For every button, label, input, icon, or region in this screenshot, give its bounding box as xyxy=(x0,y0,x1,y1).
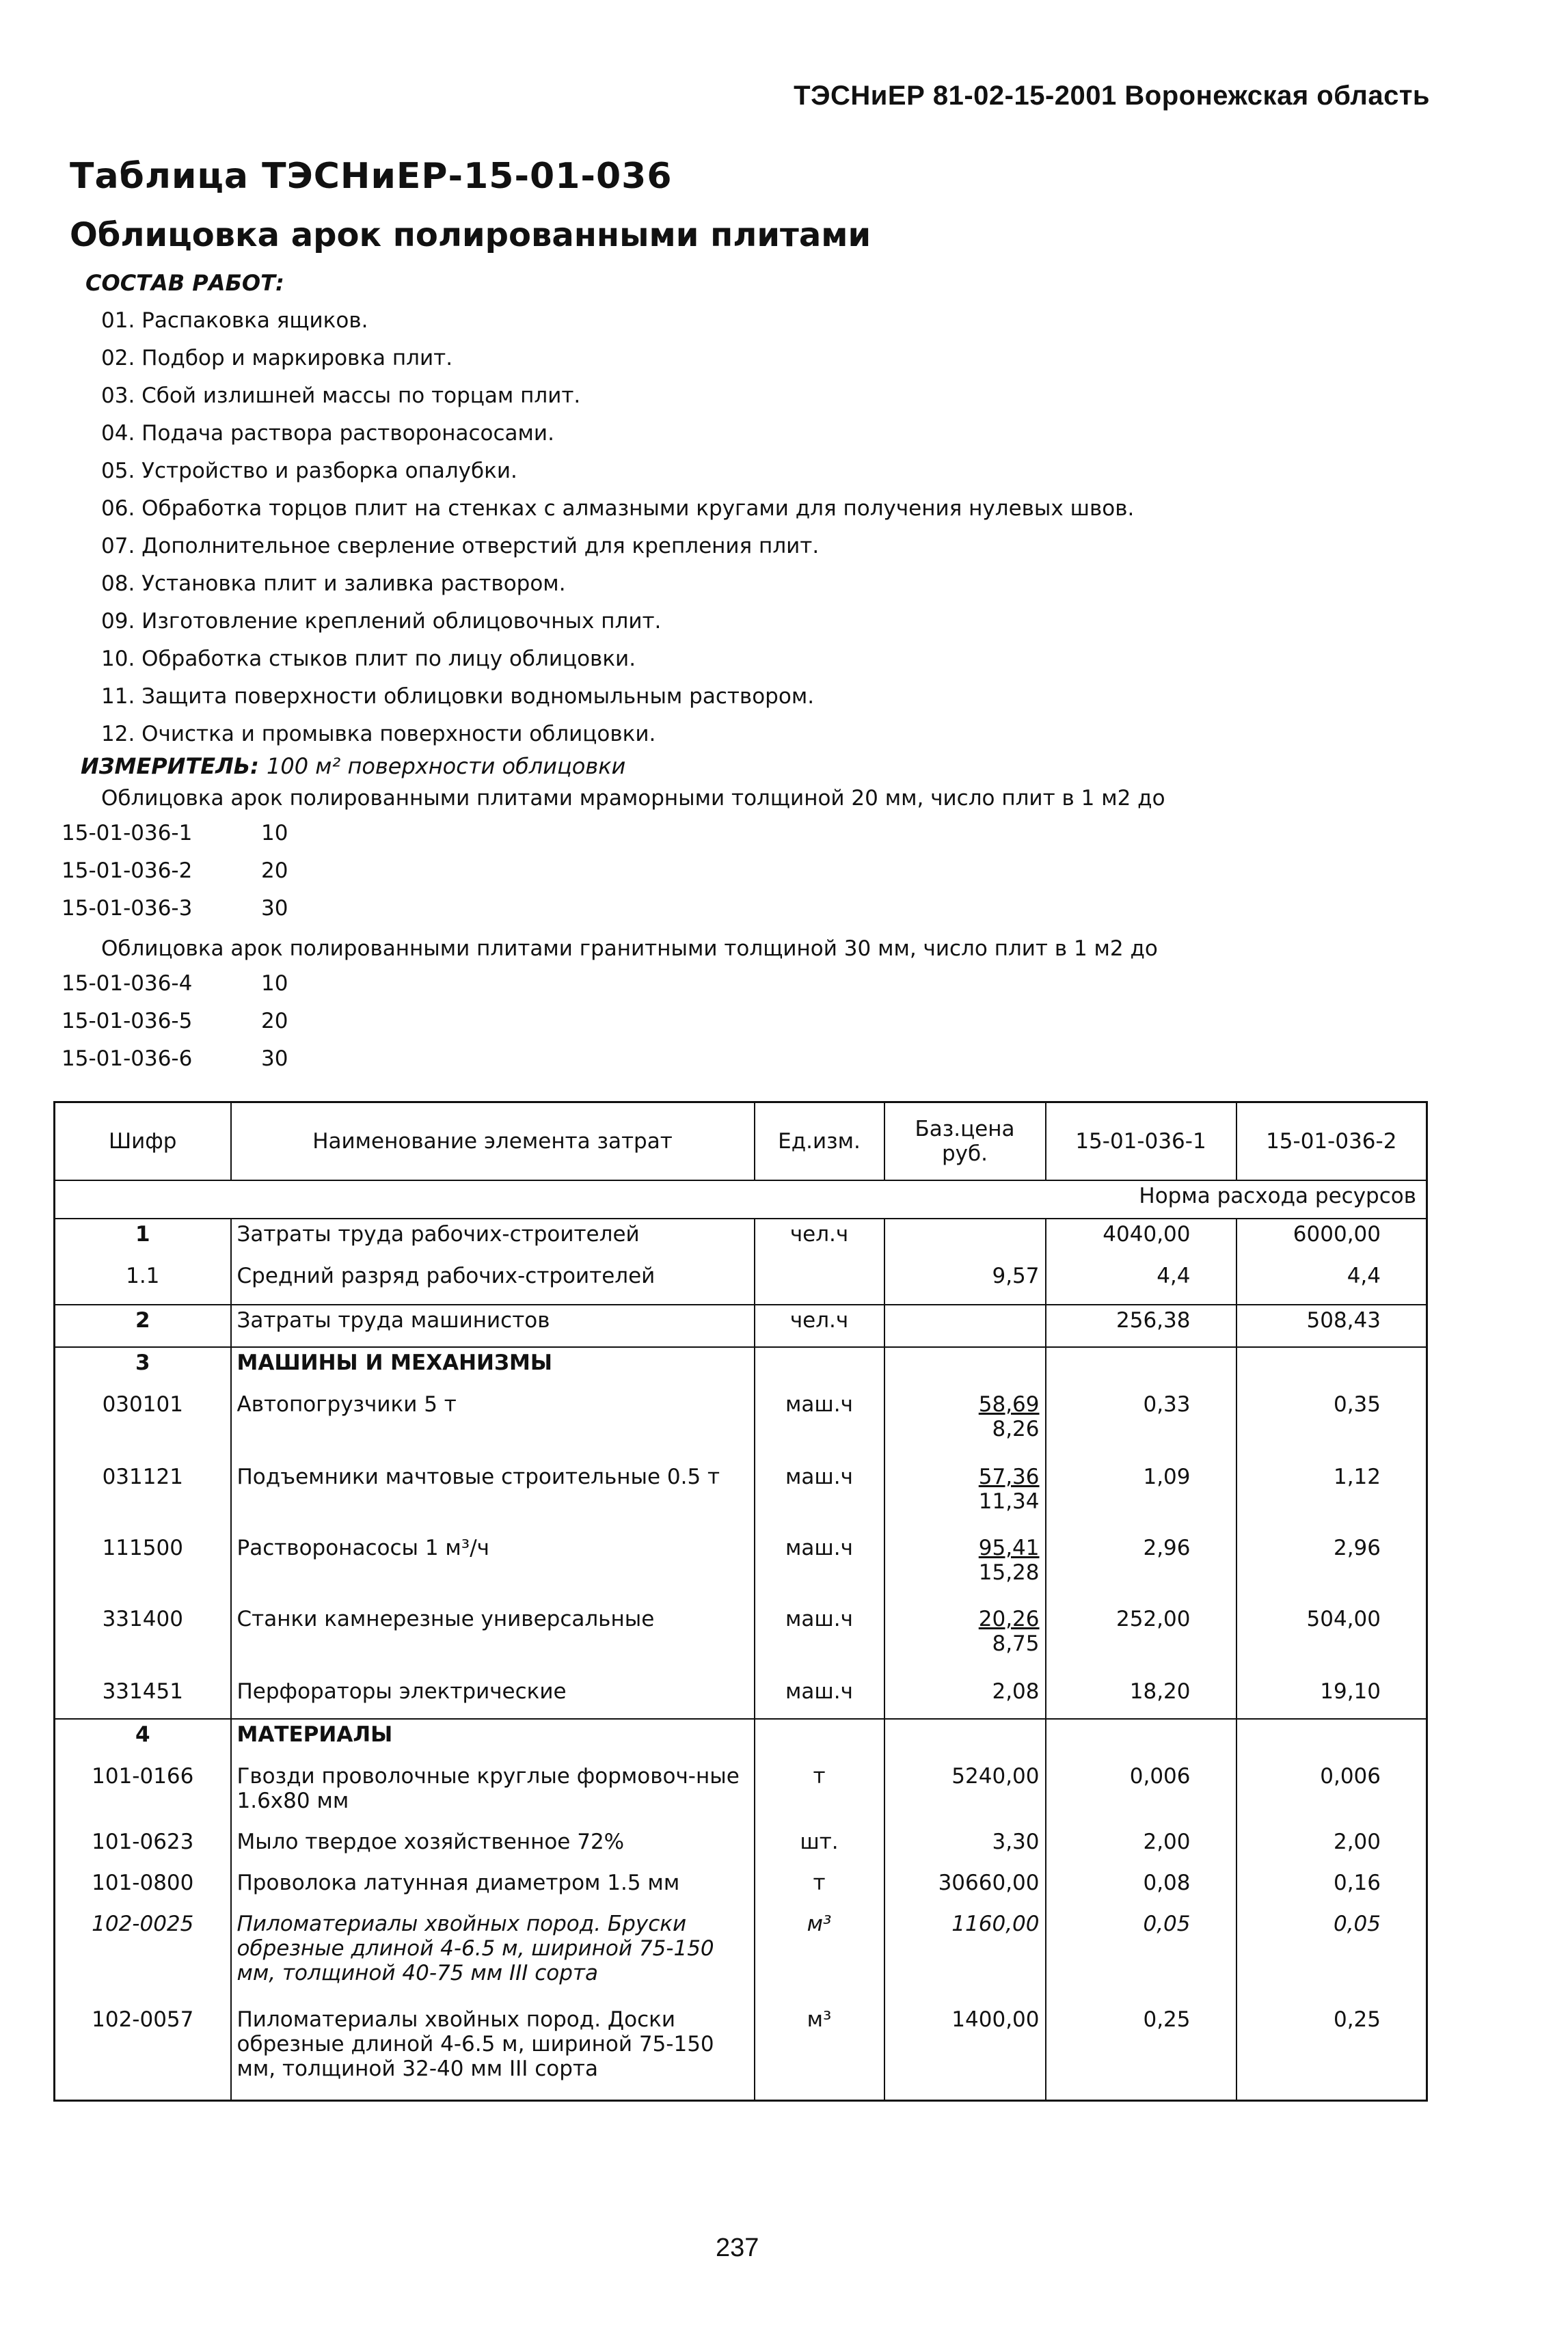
cell-name: Гвозди проволочные круглые формовоч-ные 1.6х80 мм xyxy=(231,1761,755,1827)
cell-col2: 508,43 xyxy=(1236,1305,1427,1347)
header-col2: 15-01-036-2 xyxy=(1236,1102,1427,1181)
resources-table xyxy=(53,1101,1428,2102)
cell-col1: 252,00 xyxy=(1046,1604,1236,1677)
cell-price xyxy=(884,1533,1046,1604)
code: 15-01-036-2 xyxy=(62,858,193,883)
list-item xyxy=(62,815,288,852)
cell-col2: 0,16 xyxy=(1333,1871,1381,1895)
list-item: 03. Сбой излишней массы по торцам плит. xyxy=(101,383,581,408)
cell-code: 331451 xyxy=(55,1677,231,1719)
section-row xyxy=(55,1347,1427,1389)
cell-unit: маш.ч xyxy=(755,1677,884,1719)
list-item: 02. Подбор и маркировка плит. xyxy=(101,346,453,370)
works-list xyxy=(101,302,1134,753)
cell-price: 9,57 xyxy=(884,1261,1046,1305)
header-price-line2: руб. xyxy=(942,1141,988,1166)
list-item: 11. Защита поверхности облицовки водномыльным раствором. xyxy=(101,684,815,709)
cell-price: 1400,00 xyxy=(884,2005,1046,2100)
cell-price: 30660,00 xyxy=(884,1868,1046,1909)
cell-col2 xyxy=(1236,1719,1427,1761)
cell-col2: 0,25 xyxy=(1333,2007,1381,2032)
cell-unit: т xyxy=(755,1868,884,1909)
cell-code: 101-0166 xyxy=(55,1761,231,1827)
measurer-value: 100 м² поверхности облицовки xyxy=(267,753,626,779)
cell-name: Растворонасосы 1 м³/ч xyxy=(231,1533,755,1604)
cell-code: 030101 xyxy=(55,1389,231,1462)
cell-unit: м³ xyxy=(755,1909,884,2005)
list-item: 09. Изготовление креплений облицовочных плит. xyxy=(101,609,662,634)
cell-code: 1 xyxy=(55,1219,231,1261)
table-row xyxy=(55,1604,1427,1677)
value: 20 xyxy=(261,858,288,883)
cell-col2 xyxy=(1236,1347,1427,1389)
measurer-line xyxy=(81,753,625,779)
table-row xyxy=(55,1909,1427,2005)
list-item xyxy=(62,852,288,890)
cell-col2: 0,05 xyxy=(1333,1912,1381,1936)
list-item: 05. Устройство и разборка опалубки. xyxy=(101,459,517,483)
cell-name: Подъемники мачтовые строительные 0.5 т xyxy=(231,1462,755,1533)
price-secondary: 8,26 xyxy=(992,1417,1040,1441)
cell-unit: чел.ч xyxy=(755,1305,884,1347)
list-item: 06. Обработка торцов плит на стенках с алмазными кругами для получения нулевых швов. xyxy=(101,496,1135,521)
cell-code: 102-0025 xyxy=(55,1909,231,2005)
cell-code: 3 xyxy=(55,1347,231,1389)
cell-code: 031121 xyxy=(55,1462,231,1533)
list-item: 12. Очистка и промывка поверхности облицовки. xyxy=(101,722,656,746)
code: 15-01-036-1 xyxy=(62,821,193,845)
value: 30 xyxy=(261,896,288,921)
cell-col2: 504,00 xyxy=(1306,1607,1381,1631)
price-main: 58,69 xyxy=(978,1392,1040,1417)
cell-code: 102-0057 xyxy=(55,2005,231,2100)
cell-name: МАШИНЫ И МЕХАНИЗМЫ xyxy=(231,1347,755,1389)
header-code: Шифр xyxy=(55,1102,231,1181)
cell-name: МАТЕРИАЛЫ xyxy=(231,1719,755,1761)
cell-price xyxy=(884,1219,1046,1261)
table-row xyxy=(55,1533,1427,1604)
cell-col2: 0,006 xyxy=(1320,1764,1381,1789)
cell-price xyxy=(884,1719,1046,1761)
cell-col2: 2,96 xyxy=(1333,1536,1381,1560)
value: 30 xyxy=(261,1046,288,1071)
header-price-line1: Баз.цена xyxy=(915,1117,1015,1141)
table-row xyxy=(55,1261,1427,1305)
code-list xyxy=(62,815,288,927)
cell-col2: 0,35 xyxy=(1333,1392,1381,1417)
list-item: 10. Обработка стыков плит по лицу облицовки. xyxy=(101,647,636,671)
cell-name: Автопогрузчики 5 т xyxy=(231,1389,755,1462)
cell-col1 xyxy=(1046,1719,1236,1761)
cell-price xyxy=(884,1389,1046,1462)
cell-price xyxy=(884,1305,1046,1347)
list-item: 07. Дополнительное сверление отверстий для крепления плит. xyxy=(101,534,820,558)
code: 15-01-036-4 xyxy=(62,971,193,996)
table-row xyxy=(55,1677,1427,1719)
list-item xyxy=(62,1040,288,1078)
cell-col1: 0,05 xyxy=(1046,1909,1236,2005)
page-number: 237 xyxy=(716,2234,759,2262)
value: 10 xyxy=(261,971,288,996)
cell-code: 101-0800 xyxy=(55,1868,231,1909)
header-name: Наименование элемента затрат xyxy=(231,1102,755,1181)
cell-col1: 0,006 xyxy=(1046,1761,1236,1827)
price-secondary: 15,28 xyxy=(978,1560,1040,1585)
cell-col2: 2,00 xyxy=(1333,1830,1381,1854)
list-item xyxy=(62,890,288,927)
table-row xyxy=(55,1868,1427,1909)
price-main: 57,36 xyxy=(978,1465,1040,1489)
cell-unit xyxy=(755,1347,884,1389)
cell-name: Пиломатериалы хвойных пород. Бруски обрезные длиной 4-6.5 м, шириной 75-150 мм, толщиной 40-75 мм III сорта xyxy=(231,1909,755,2005)
cell-name: Перфораторы электрические xyxy=(231,1677,755,1719)
cell-unit: шт. xyxy=(755,1827,884,1868)
table-row xyxy=(55,1462,1427,1533)
cell-unit xyxy=(755,1261,884,1305)
cell-name: Затраты труда машинистов xyxy=(231,1305,755,1347)
group-description: Облицовка арок полированными плитами гранитными толщиной 30 мм, число плит в 1 м2 до xyxy=(101,936,1158,961)
cell-col1: 4,4 xyxy=(1046,1261,1236,1305)
cell-col1: 2,96 xyxy=(1046,1533,1236,1604)
running-header: ТЭСНиЕР 81-02-15-2001 Воронежская область xyxy=(794,81,1430,111)
section-subtitle: Облицовка арок полированными плитами xyxy=(70,216,871,254)
cell-code: 4 xyxy=(55,1719,231,1761)
measurer-label: ИЗМЕРИТЕЛЬ: xyxy=(81,753,259,779)
price-main: 95,41 xyxy=(978,1536,1040,1560)
works-label: СОСТАВ РАБОТ: xyxy=(85,270,284,296)
header-unit: Ед.изм. xyxy=(755,1102,884,1181)
cell-col1: 18,20 xyxy=(1046,1677,1236,1719)
code-list xyxy=(62,965,288,1078)
cell-col1: 0,25 xyxy=(1046,2005,1236,2100)
list-item: 08. Установка плит и заливка раствором. xyxy=(101,571,566,596)
group-description: Облицовка арок полированными плитами мраморными толщиной 20 мм, число плит в 1 м2 до xyxy=(101,786,1165,811)
cell-code: 331400 xyxy=(55,1604,231,1677)
cell-unit xyxy=(755,1719,884,1761)
cell-unit: т xyxy=(755,1761,884,1827)
list-item xyxy=(62,965,288,1003)
cell-name: Пиломатериалы хвойных пород. Доски обрезные длиной 4-6.5 м, шириной 75-150 мм, толщиной 32-40 мм III сорта xyxy=(231,2005,755,2100)
list-item xyxy=(62,1003,288,1040)
list-item: 01. Распаковка ящиков. xyxy=(101,308,368,333)
header-price xyxy=(884,1102,1046,1181)
table-row xyxy=(55,1761,1427,1827)
list-item: 04. Подача раствора растворонасосами. xyxy=(101,421,554,446)
cell-col1: 0,33 xyxy=(1046,1389,1236,1462)
cell-price: 3,30 xyxy=(884,1827,1046,1868)
cell-price: 1160,00 xyxy=(884,1909,1046,2005)
header-col1: 15-01-036-1 xyxy=(1046,1102,1236,1181)
cell-price xyxy=(884,1462,1046,1533)
norm-row xyxy=(55,1180,1427,1219)
code: 15-01-036-6 xyxy=(62,1046,193,1071)
cell-unit: м³ xyxy=(755,2005,884,2100)
cell-price: 2,08 xyxy=(884,1677,1046,1719)
cell-unit: чел.ч xyxy=(755,1219,884,1261)
cell-col2: 4,4 xyxy=(1347,1264,1381,1288)
cell-col1: 256,38 xyxy=(1046,1305,1236,1347)
cell-unit: маш.ч xyxy=(755,1389,884,1462)
cell-col2: 19,10 xyxy=(1320,1679,1381,1704)
code: 15-01-036-3 xyxy=(62,896,193,921)
cell-unit: маш.ч xyxy=(755,1604,884,1677)
table-row xyxy=(55,1389,1427,1462)
cell-col1: 4040,00 xyxy=(1046,1219,1236,1261)
cell-col1: 0,08 xyxy=(1046,1868,1236,1909)
cell-price xyxy=(884,1347,1046,1389)
cell-name: Мыло твердое хозяйственное 72% xyxy=(231,1827,755,1868)
cell-col1: 2,00 xyxy=(1046,1827,1236,1868)
table-row xyxy=(55,1219,1427,1261)
cell-name: Проволока латунная диаметром 1.5 мм xyxy=(231,1868,755,1909)
cell-price: 5240,00 xyxy=(884,1761,1046,1827)
price-secondary: 8,75 xyxy=(992,1631,1040,1656)
cell-name: Средний разряд рабочих-строителей xyxy=(231,1261,755,1305)
table-title: Таблица ТЭСНиЕР-15-01-036 xyxy=(70,156,673,197)
cell-col2: 6000,00 xyxy=(1293,1222,1381,1247)
code: 15-01-036-5 xyxy=(62,1009,193,1033)
cell-code: 1.1 xyxy=(55,1261,231,1305)
table-row xyxy=(55,1305,1427,1347)
cell-unit: маш.ч xyxy=(755,1462,884,1533)
cell-code: 101-0623 xyxy=(55,1827,231,1868)
norm-label: Норма расхода ресурсов xyxy=(55,1180,1427,1219)
price-main: 20,26 xyxy=(978,1607,1040,1631)
cell-col1: 1,09 xyxy=(1046,1462,1236,1533)
section-row xyxy=(55,1719,1427,1761)
cell-name: Затраты труда рабочих-строителей xyxy=(231,1219,755,1261)
table-header-row xyxy=(55,1102,1427,1181)
cell-col1 xyxy=(1046,1347,1236,1389)
value: 10 xyxy=(261,821,288,845)
price-secondary: 11,34 xyxy=(978,1489,1040,1514)
table-row xyxy=(55,2005,1427,2100)
cell-col2: 1,12 xyxy=(1333,1465,1381,1489)
value: 20 xyxy=(261,1009,288,1033)
cell-price xyxy=(884,1604,1046,1677)
cell-code: 2 xyxy=(55,1305,231,1347)
cell-code: 111500 xyxy=(55,1533,231,1604)
cell-name: Станки камнерезные универсальные xyxy=(231,1604,755,1677)
cell-unit: маш.ч xyxy=(755,1533,884,1604)
table-row xyxy=(55,1827,1427,1868)
